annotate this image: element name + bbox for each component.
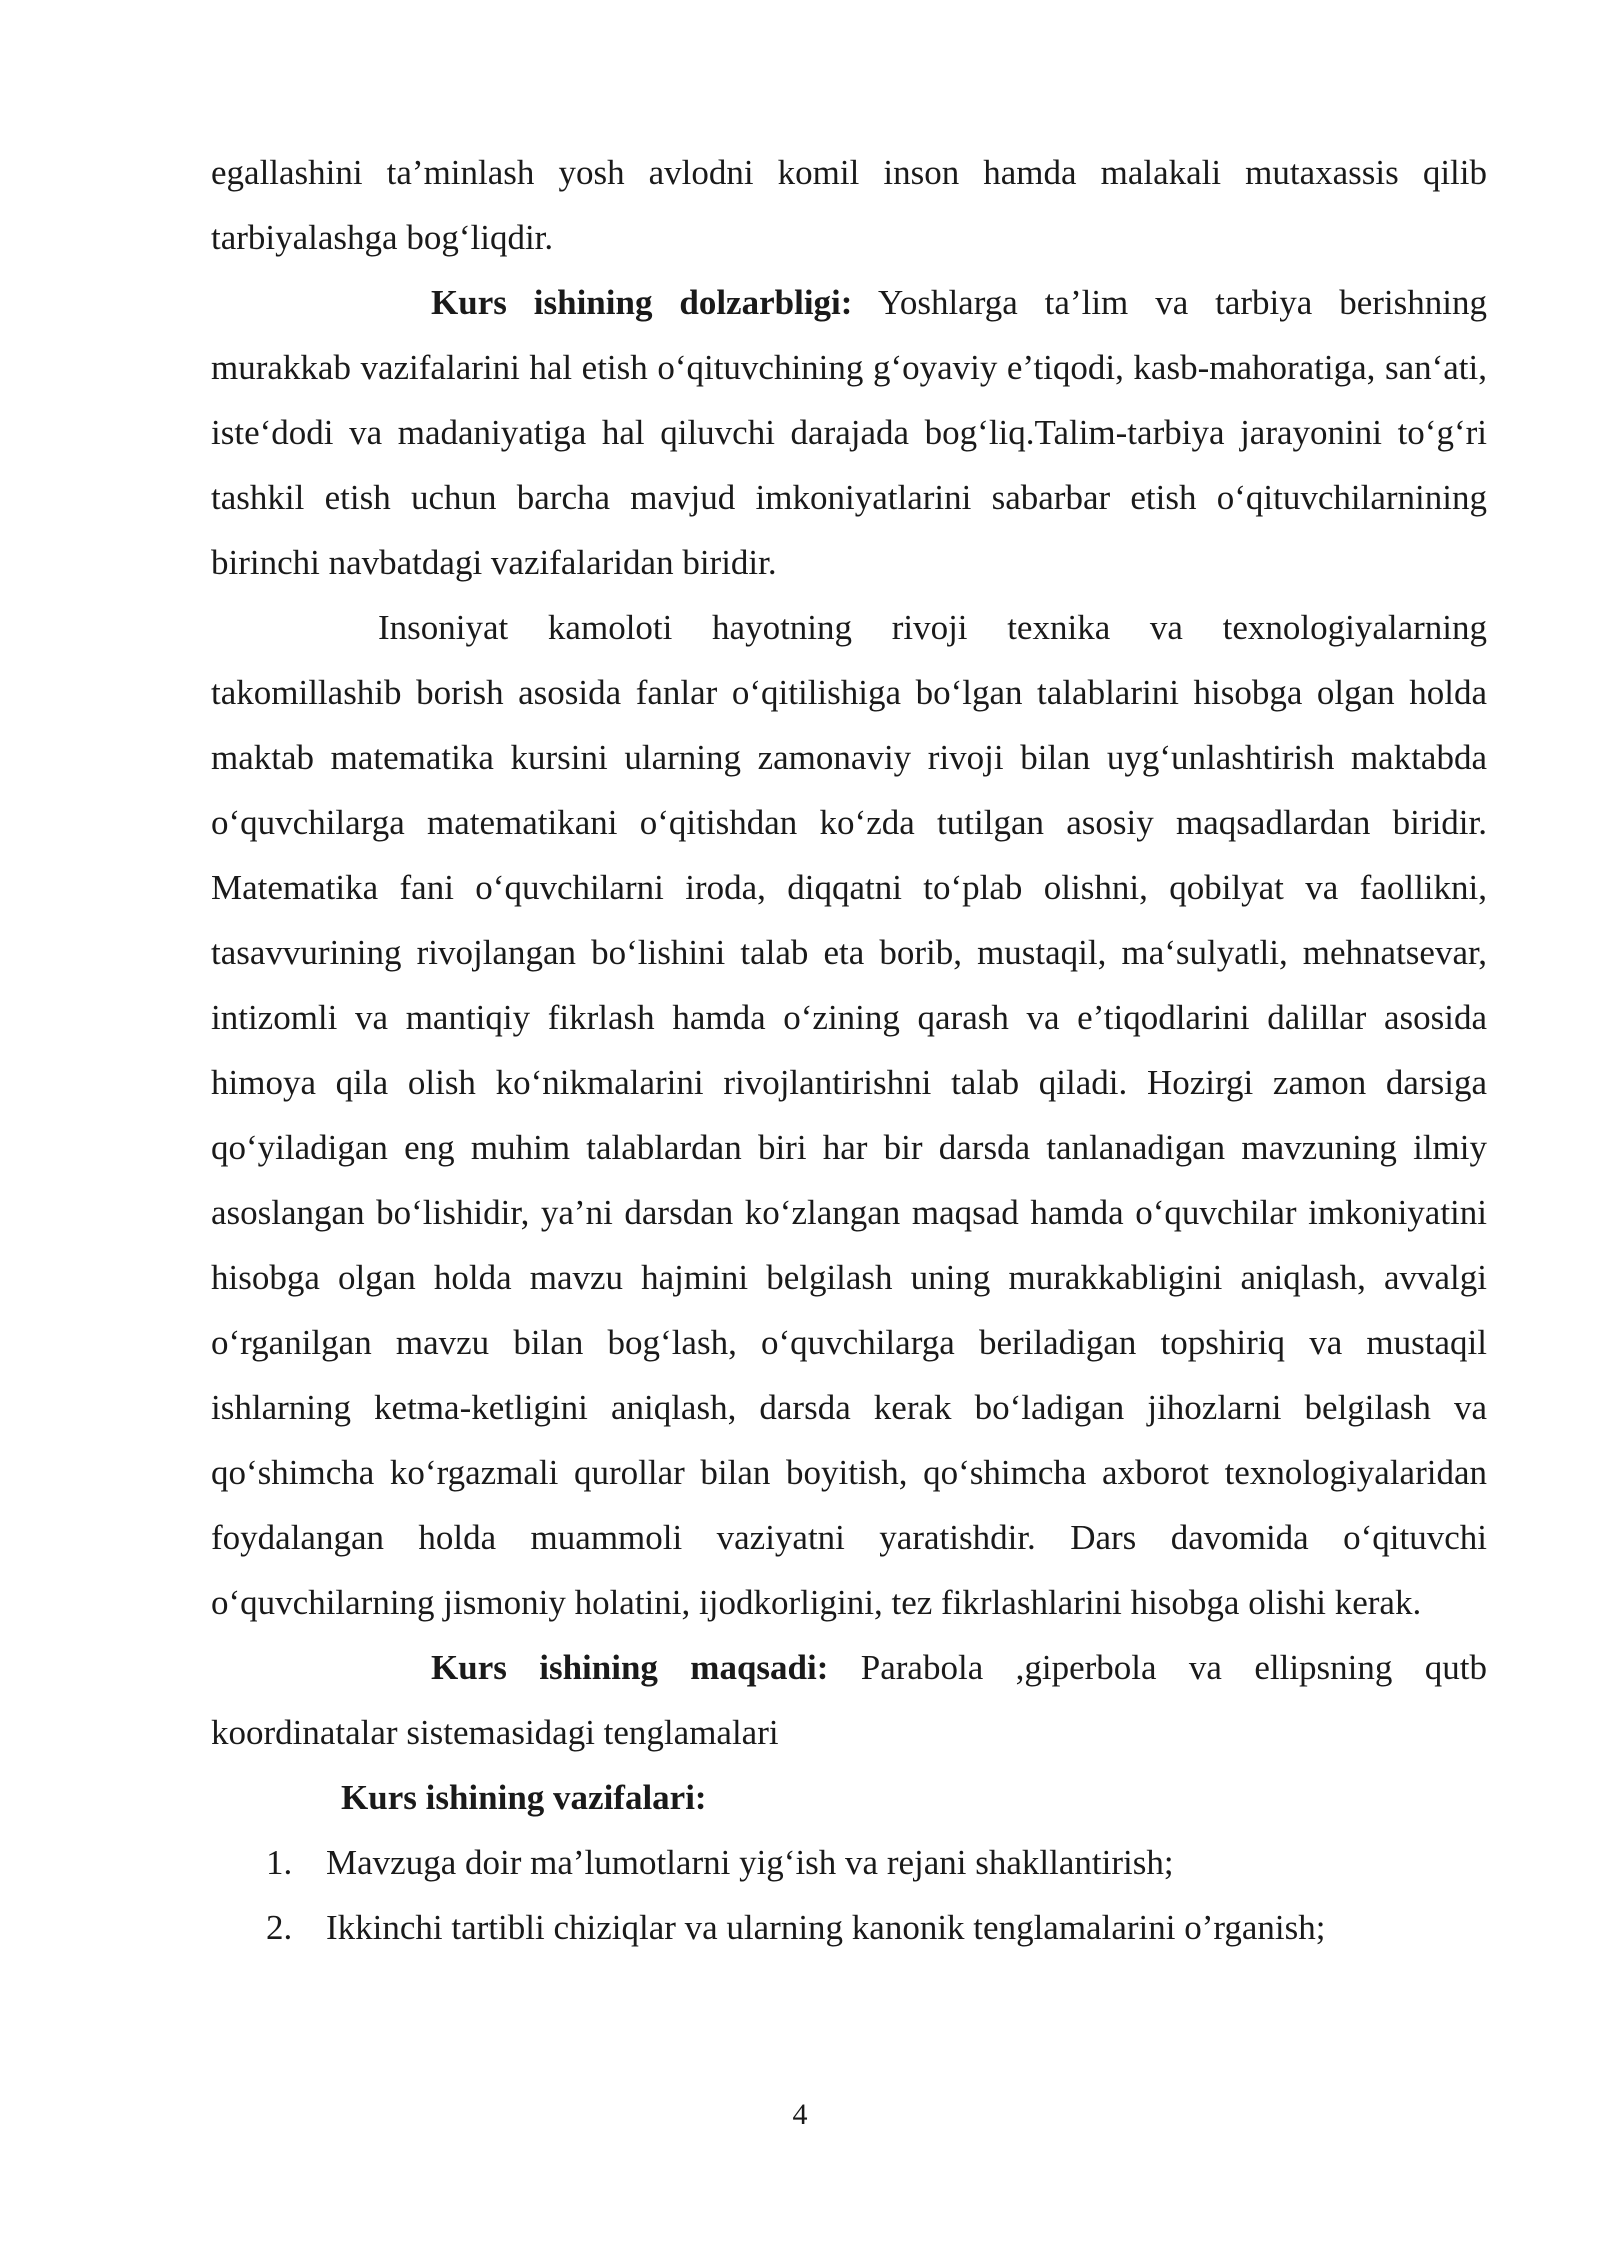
tasks-heading: Kurs ishining vazifalari: <box>341 1778 707 1817</box>
relevance-paragraph <box>211 270 1487 595</box>
goal-text: Parabola ,giperbola va ellipsning qutb koordinatalar sistemasidagi tenglamalari <box>211 1648 1487 1752</box>
intro-paragraph: egallashini ta’minlash yosh avlodni komil inson hamda malakali mutaxassis qilib tarbiyalashga bog‘liqdir. <box>211 153 1487 257</box>
page-number: 4 <box>792 2098 808 2131</box>
list-item <box>211 1895 1487 1960</box>
list-item-number: 2. <box>266 1908 293 1947</box>
relevance-text: Yoshlarga ta’lim va tarbiya berishning murakkab vazifalarini hal etish o‘qituvchining g‘oyaviy e’tiqodi, kasb-mahoratiga, san‘ati, iste‘dodi va madaniyatiga hal qiluvchi darajada bog‘liq.Talim-tarbiya jarayonini to‘g‘ri tashkil etish uchun barcha mavjud imkoniyatlarini sabarbar etish o‘qituvchilarnining birinchi navbatdagi vazifalaridan biridir. <box>211 283 1487 582</box>
tasks-list <box>211 1830 1487 1960</box>
list-item-text: Mavzuga doir ma’lumotlarni yig‘ish va rejani shakllantirish; <box>326 1843 1174 1882</box>
list-item-text: Ikkinchi tartibli chiziqlar va ularning kanonik tenglamalarini o’rganish; <box>326 1908 1326 1947</box>
main-paragraph: Insoniyat kamoloti hayotning rivoji texnika va texnologiyalarning takomillashib borish asosida fanlar o‘qitilishiga bo‘lgan talablarini hisobga olgan holda maktab matematika kursini ularning zamonaviy rivoji bilan uyg‘unlashtirish maktabda o‘quvchilarga matematikani o‘qitishdan ko‘zda tutilgan asosiy maqsadlardan biridir. Matematika fani o‘quvchilarni iroda, diqqatni to‘plab olishni, qobilyat va faollikni, tasavvurining rivojlangan bo‘lishini talab eta borib, mustaqil, ma‘sulyatli, mehnatsevar, intizomli va mantiqiy fikrlash hamda o‘zining qarash va e’tiqodlarini dalillar asosida himoya qila olish ko‘nikmalarini rivojlantirishni talab qiladi. Hozirgi zamon darsiga qo‘yiladigan eng muhim talablardan biri har bir darsda tanlanadigan mavzuning ilmiy asoslangan bo‘lishidir, ya’ni darsdan ko‘zlangan maqsad hamda o‘quvchilar imkoniyatini hisobga olgan holda mavzu hajmini belgilash uning murakkabligini aniqlash, avvalgi o‘rganilgan mavzu bilan bog‘lash, o‘quvchilarga beriladigan topshiriq va mustaqil ishlarning ketma-ketligini aniqlash, darsda kerak bo‘ladigan jihozlarni belgilash va qo‘shimcha ko‘rgazmali qurollar bilan boyitish, qo‘shimcha axborot texnologiyalaridan foydalangan holda muammoli vaziyatni yaratishdir. Dars davomida o‘qituvchi o‘quvchilarning jismoniy holatini, ijodkorligini, tez fikrlashlarini hisobga olishi kerak. <box>211 608 1487 1622</box>
relevance-label: Kurs ishining dolzarbligi: <box>431 283 853 322</box>
goal-label: Kurs ishining maqsadi: <box>431 1648 829 1687</box>
document-page <box>211 140 1487 1960</box>
list-item-number: 1. <box>266 1843 293 1882</box>
list-item <box>211 1830 1487 1895</box>
goal-paragraph <box>211 1635 1487 1765</box>
